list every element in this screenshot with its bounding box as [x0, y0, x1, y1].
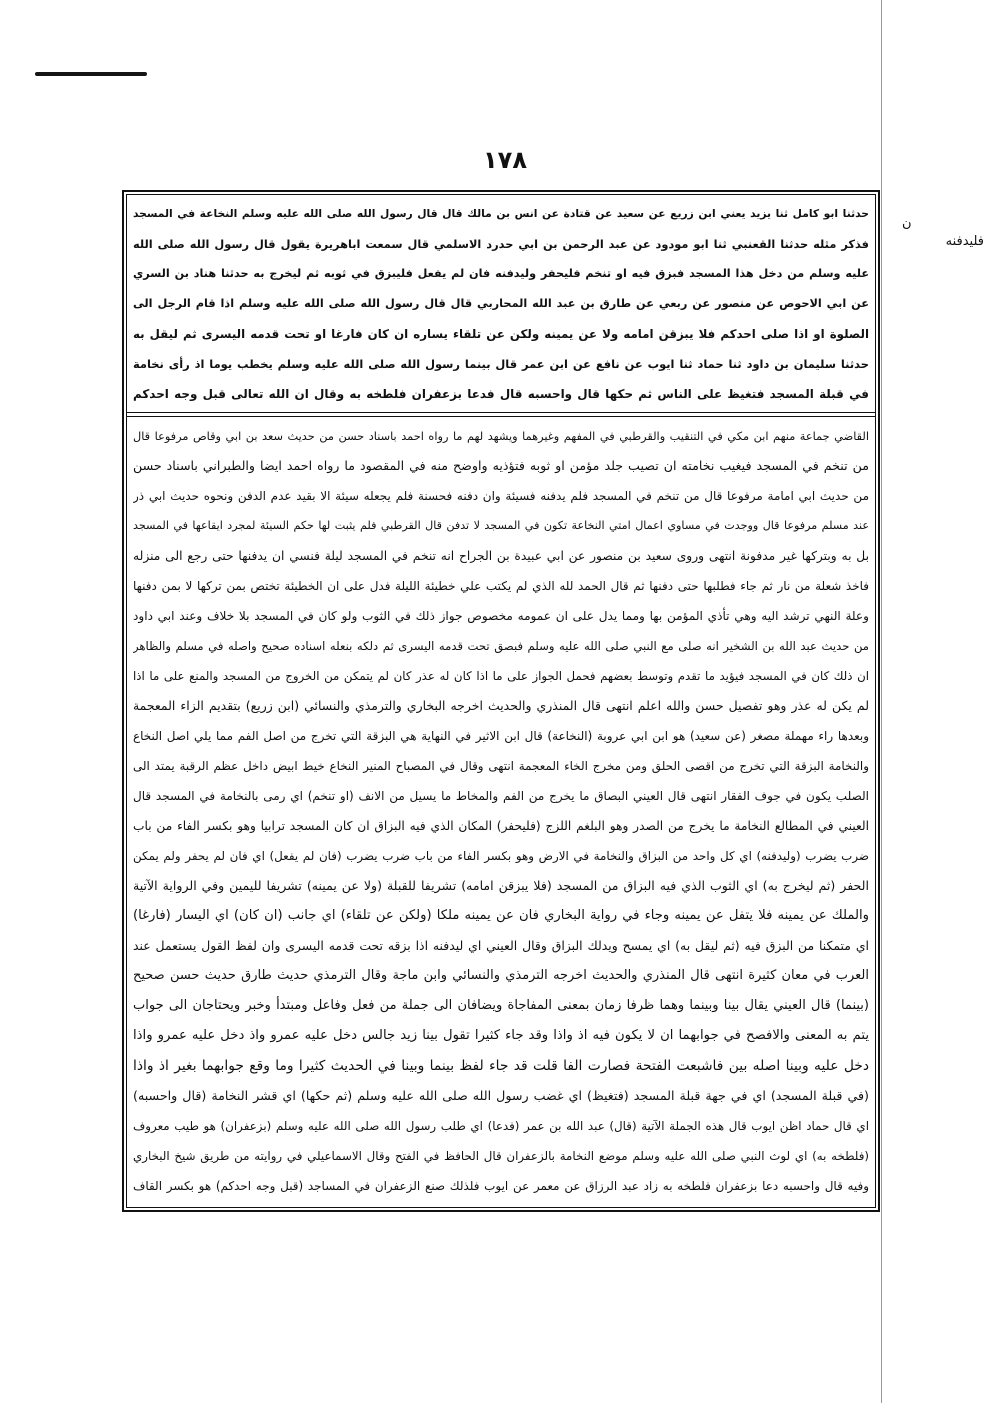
- commentary-line: وبعدها راء مهملة مصغر (عن سعيد) هو ابن ابي عروبة (النخاعة) قال ابن الاثير في النهاية هي البزقة التي تخرج من اصل الفم مما يلي اصل النخاع: [133, 729, 869, 743]
- hadith-line: في قبلة المسجد فتغيظ على الناس ثم حكها قال واحسبه قال فدعا بزعفران فلطخه به وقال ان الله تعالى قبل وجه احدكم: [133, 387, 869, 401]
- hadith-line: فذكر مثله حدثنا القعنبي ثنا ابو مودود عن عبد الرحمن بن ابي حدرد الاسلمي قال سمعت اباهريرة يقول قال رسول الله صلى الله: [133, 237, 869, 251]
- commentary-line: والملك عن يمينه فلا يتفل عن يمينه وجاء في رواية البخاري فان عن يمينه ملكا (ولكن عن تلقاء) اي جانب (ان كان) اي اليسار (فارغا): [133, 908, 869, 923]
- commentary-line: دخل عليه وبينا اصله بين فاشبعت الفتحة فصارت الفا قلت قد جاء لفظ بينما وبينا في الحديث كثيرا وما وقع جوابهما بغير اذ واذا: [133, 1058, 869, 1074]
- commentary-line: ان ذلك كان في المسجد فيؤيد ما تقدم وتوسط بعضهم فحمل الجواز على ما اذا كان له عذر كان لم يتمكن من الخروج من المسجد والمنع على ما اذا: [133, 669, 869, 683]
- hadith-line: عن ابي الاحوص عن منصور عن ربعي عن طارق بن عبد الله المحاربي قال قال رسول الله صلى الله عليه وسلم اذا قام الرجل الى: [133, 297, 869, 310]
- text-frame: [122, 190, 880, 1212]
- commentary-line: العرب في معان كثيرة انتهى قال المنذري والحديث اخرجه الترمذي والنسائي وابن ماجة وقال الترمذي حديث طارق حديث حسن صحيح: [133, 968, 869, 983]
- commentary-line: القاضي جماعة منهم ابن مكي في التنقيب والقرطبي في المفهم وغيرهما ويشهد لهم ما رواه احمد باسناد حسن من حديث سعد بن ابي وقاص مرفوعا قال: [133, 429, 869, 443]
- hadith-line: الصلوة او اذا صلى احدكم فلا يبزقن امامه ولا عن يمينه ولكن عن تلقاء يساره ان كان فارغا او تحت قدمه اليسرى ثم ليقل به: [133, 327, 869, 341]
- commentary-line: عند مسلم مرفوعا قال ووجدت في مساوي اعمال امتي النخاعة تكون في المسجد لا تدفن قال القرطبي فلم يثبت لها حكم السيئة لمجرد ايقاعها في المسجد: [133, 519, 869, 532]
- commentary-line: العيني في المطالع النخامة ما يخرج من الصدر وهو البلغم اللزج (فليحفر) المكان الذي فيه البزاق ان كان المسجد ترابيا وهو بكسر الفاء من باب: [133, 819, 869, 833]
- section-divider: [127, 412, 875, 417]
- hadith-line: حدثنا ابو كامل ثنا يزيد يعني ابن زريع عن سعيد عن قتادة عن انس بن مالك قال قال رسول الله صلى الله عليه وسلم النخاعة في المسجد: [133, 207, 869, 220]
- commentary-line: لم يكن له عذر وهو تفصيل حسن والله اعلم انتهى قال المنذري والحديث اخرجه البخاري والترمذي والنسائي (ابن زريع) بتقديم الزاء المعجمة: [133, 698, 869, 713]
- commentary-line: الصلب يكون في جوف الفقار انتهى قال العيني البصاق ما يخرج من الفم والمخاط ما يسيل من الانف (او تنخم) اي رمى بالنخامة في المسجد قال: [133, 789, 869, 803]
- commentary-line: اي قال حماد اظن ايوب قال هذه الجملة الآتية (قال) عبد الله بن عمر (فدعا) اي طلب رسول الله صلى الله عليه وسلم (بزعفران) هو طيب معروف: [133, 1119, 869, 1133]
- hadith-line: حدثنا سليمان بن داود ثنا حماد ثنا ايوب عن نافع عن ابن عمر قال بينما رسول الله صلى الله عليه وسلم يخطب يوما اذ رأى نخامة: [133, 357, 869, 371]
- commentary-line: من حديث عبد الله بن الشخير انه صلى مع النبي صلى الله عليه وسلم فبصق تحت قدمه اليسرى ثم دلكه بنعله اسناده صحيح واصله في مسلم والظاهر: [133, 639, 869, 653]
- commentary-block: [133, 421, 869, 1201]
- commentary-line: اي متمكنا من البزق فيه (ثم ليقل به) اي يمسح ويدلك البزاق وقال العيني اي ليدفنه اذا بزقه تحت قدمه اليسرى وان لفظ القول يستعمل عند: [133, 938, 869, 953]
- commentary-line: وعلة النهي ترشد اليه وهي تأذي المؤمن بها ومما يدل على ان عمومه مخصوص جواز ذلك في الثوب ولو كان في المسجد بلا خلاف وعند ابي داود: [133, 609, 869, 623]
- commentary-line: من تنخم في المسجد فيغيب نخامته ان تصيب جلد مؤمن او ثوبه فتؤذيه واوضح منه في المقصود ما رواه احمد ايضا والطبراني باسناد حسن: [133, 458, 869, 473]
- commentary-line: يتم به المعنى والافصح في جوابهما ان لا يكون فيه اذ واذا وقد جاء كثيرا تقول بينا زيد جالس دخل عليه عمرو واذ دخل عليه عمرو واذا: [133, 1028, 869, 1043]
- hadith-block: [133, 199, 869, 409]
- hadith-line: عليه وسلم من دخل هذا المسجد فبزق فيه او تنخم فليحفر وليدفنه فان لم يفعل فليبزق في ثوبه ثم ليخرج به حدثنا هناد بن السري: [133, 267, 869, 280]
- margin-note-text: فليدفنه: [945, 234, 984, 249]
- commentary-line: (فلطخه به) اي لوث النبي صلى الله عليه وسلم موضع النخامة بالزعفران قال الحافظ في الفتح وقال الاسماعيلي في روايته من طريق شيخ البخاري: [133, 1149, 869, 1163]
- commentary-line: (في قبلة المسجد) اي في جهة قبلة المسجد (فتغيظ) اي غضب رسول الله صلى الله عليه وسلم (ثم حكها) اي قشر النخامة (قال واحسبه): [133, 1088, 869, 1103]
- page-number: ١٧٨: [483, 146, 527, 174]
- commentary-line: وفيه قال واحسبه دعا بزعفران فلطخه به زاد عبد الرزاق عن معمر عن ايوب فلذلك صنع الزعفران في المساجد (قبل وجه احدكم) هو بكسر القاف: [133, 1179, 869, 1193]
- page-edge-line: [881, 0, 882, 1403]
- margin-note: [896, 216, 988, 256]
- commentary-line: (بينما) قال العيني يقال بينا وبينما وهما ظرفا زمان بمعنى المفاجاة ويضافان الى جملة من فعل وفاعل ومبتدأ وخبر ويحتاجان الى جواب: [133, 998, 869, 1013]
- commentary-line: فاخذ شعلة من نار ثم جاء فطلبها حتى دفنها ثم قال الحمد لله الذي لم يكتب علي خطيئة الليلة فدل على ان الخطيئة تختص بمن تركها لا بمن دفنها: [133, 579, 869, 593]
- commentary-line: ضرب يضرب (وليدفنه) اي كل واحد من البزاق والنخامة في الارض وهو بكسر الفاء من باب ضرب يضرب (فان لم يفعل) اي فان لم يحفر ولم يمكن: [133, 849, 869, 863]
- margin-note-mark: ن: [902, 216, 912, 231]
- commentary-line: الحفر (ثم ليخرج به) اي الثوب الذي فيه البزاق من المسجد (فلا يبزقن امامه) تشريفا للقبلة (ولا عن يمينه) تشريفا لليمين وفي الرواية الآتية: [133, 878, 869, 893]
- header-rule: [35, 72, 147, 76]
- commentary-line: من حديث ابي امامة مرفوعا قال من تنخم في المسجد فلم يدفنه فسيئة وان دفنه فحسنة فلم يجعله سيئة الا بقيد عدم الدفن ونحوه حديث ابي ذر: [133, 489, 869, 503]
- commentary-line: بل به وبتركها غير مدفونة انتهى وروى سعيد بن منصور عن ابي عبيدة بن الجراح انه تنخم في المسجد ليلة فنسي ان يدفنها حتى رجع الى منزله: [133, 549, 869, 563]
- commentary-line: والنخامة البزقة التي تخرج من اقصى الحلق ومن مخرج الخاء المعجمة انتهى وقال في المصباح المنير النخاع خيط ابيض داخل عظم الرقبة يمتد الى: [133, 759, 869, 773]
